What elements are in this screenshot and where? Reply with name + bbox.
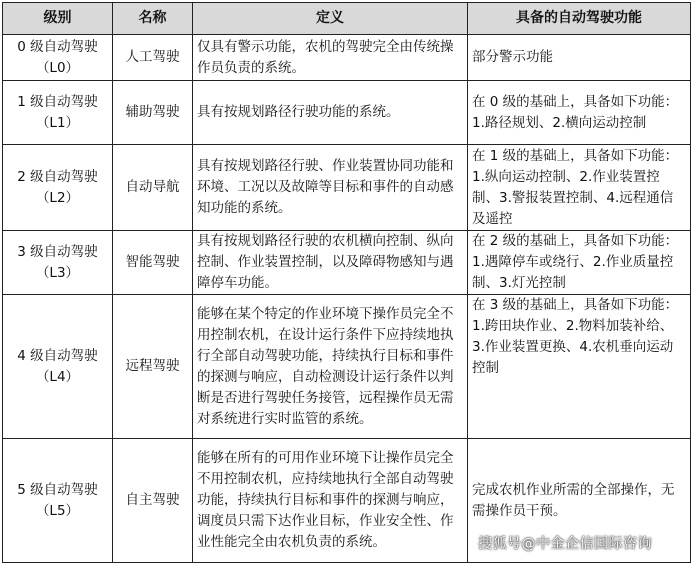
table-row bbox=[3, 295, 691, 439]
functions-cell: 完成农机作业所需的全部操作，无需操作员干预。 bbox=[468, 439, 691, 563]
level-cell bbox=[3, 439, 113, 563]
level-cell bbox=[3, 145, 113, 231]
name-cell: 智能驾驶 bbox=[113, 231, 193, 295]
functions-cell: 在 3 级的基础上，具备如下功能：1.跨田块作业、2.物料加装补给、3.作业装置更换、4.农机垂向运动控制 bbox=[468, 295, 691, 439]
level-label: 4 级自动驾驶 bbox=[17, 347, 98, 364]
level-label: 2 级自动驾驶 bbox=[17, 168, 98, 185]
level-cell bbox=[3, 231, 113, 295]
level-label: 0 级自动驾驶 bbox=[17, 38, 98, 55]
level-code: （L0） bbox=[35, 59, 80, 76]
header-level: 级别 bbox=[3, 3, 113, 35]
name-cell: 辅助驾驶 bbox=[113, 81, 193, 145]
level-label: 5 级自动驾驶 bbox=[17, 481, 98, 498]
table-header-row bbox=[3, 3, 691, 35]
level-code: （L3） bbox=[35, 264, 80, 281]
level-code: （L2） bbox=[35, 189, 80, 206]
definition-cell: 能够在某个特定的作业环境下操作员完全不用控制农机，在设计运行条件下应持续地执行全部自动驾驶功能，持续执行目标和事件的探测与响应，自动检测设计运行条件以判断是否进行驾驶任务接管，远程操作员无需对系统进行实时监管的系统。 bbox=[193, 295, 468, 439]
header-functions: 具备的自动驾驶功能 bbox=[468, 3, 691, 35]
functions-cell: 部分警示功能 bbox=[468, 35, 691, 81]
header-definition: 定义 bbox=[193, 3, 468, 35]
name-cell: 人工驾驶 bbox=[113, 35, 193, 81]
functions-cell: 在 0 级的基础上，具备如下功能：1.路径规划、2.横向运动控制 bbox=[468, 81, 691, 145]
functions-cell: 在 1 级的基础上，具备如下功能：1.纵向运动控制、2.作业装置控制、3.警报装置控制、4.远程通信及遥控 bbox=[468, 145, 691, 231]
level-label: 3 级自动驾驶 bbox=[17, 243, 98, 260]
autonomy-levels-table bbox=[2, 2, 691, 563]
level-cell bbox=[3, 295, 113, 439]
level-code: （L1） bbox=[35, 114, 80, 131]
functions-cell: 在 2 级的基础上，具备如下功能：1.遇障停车或绕行、2.作业质量控制、3.灯光控制 bbox=[468, 231, 691, 295]
definition-cell: 能够在所有的可用作业环境下让操作员完全不用控制农机，应持续地执行全部自动驾驶功能，持续执行目标和事件的探测与响应，调度员只需下达作业目标，作业安全性、作业性能完全由农机负责的系统。 bbox=[193, 439, 468, 563]
name-cell: 自主驾驶 bbox=[113, 439, 193, 563]
name-cell: 自动导航 bbox=[113, 145, 193, 231]
definition-cell: 仅具有警示功能，农机的驾驶完全由传统操作员负责的系统。 bbox=[193, 35, 468, 81]
level-cell bbox=[3, 35, 113, 81]
table-row bbox=[3, 35, 691, 81]
level-label: 1 级自动驾驶 bbox=[17, 93, 98, 110]
table-row bbox=[3, 81, 691, 145]
level-code: （L5） bbox=[35, 502, 80, 519]
level-code: （L4） bbox=[35, 368, 80, 385]
definition-cell: 具有按规划路径行驶功能的系统。 bbox=[193, 81, 468, 145]
level-cell bbox=[3, 81, 113, 145]
watermark: 搜狐号@中金企信国际咨询 bbox=[478, 536, 652, 552]
table-row bbox=[3, 231, 691, 295]
header-name: 名称 bbox=[113, 3, 193, 35]
definition-cell: 具有按规划路径行驶、作业装置协同功能和环境、工况以及故障等目标和事件的自动感知功能的系统。 bbox=[193, 145, 468, 231]
name-cell: 远程驾驶 bbox=[113, 295, 193, 439]
definition-cell: 具有按规划路径行驶的农机横向控制、纵向控制、作业装置控制，以及障碍物感知与遇障停车功能。 bbox=[193, 231, 468, 295]
table-row bbox=[3, 145, 691, 231]
